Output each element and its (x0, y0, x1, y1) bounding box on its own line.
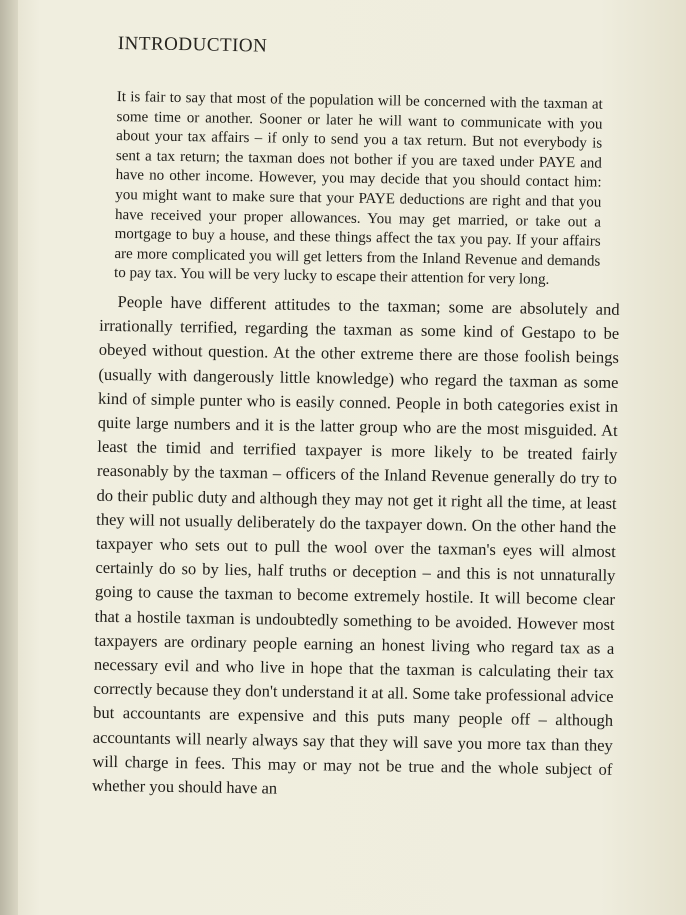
body-text (91, 88, 620, 806)
paragraph-2: People have different attitudes to the taxman; some are absolutely and irrationally terrified, regarding the taxman as some kind of Gestapo to be obeyed without question. At the other extreme there are those foolish beings (usually with dangerously little knowledge) who regard the taxman as some kind of simple punter who is easily conned. People in both categories exist in quite large numbers and it is the latter group who are the most misguided. At least the timid and terrified taxpayer is more likely to be treated fairly reasonably by the taxman – officers of the Inland Revenue generally do try to do their public duty and although they may not get it right all the time, at least they will not usually deliberately do the taxpayer down. On the other hand the taxpayer who sets out to pull the wool over the taxman's eyes will almost certainly do so by lies, half truths or deception – and this is not unnaturally going to cause the taxman to become extremely hostile. It will become clear that a hostile taxman is undoubtedly something to be avoided. However most taxpayers are ordinary people earning an honest living who regard tax as a necessary evil and who live in hope that the taxman is calculating their tax correctly because they don't understand it at all. Some take professional advice but accountants are expensive and this puts many people off – although accountants will nearly always say that they will save you more tax than they will charge in fees. This may or may not be true and the whole subject of whether you should have an (91, 291, 620, 798)
chapter-heading: INTRODUCTION (117, 33, 268, 57)
paragraph-1: It is fair to say that most of the population will be concerned with the taxman at some time or another. Sooner or later he will want to communicate with you about your tax affairs – if only to send you a tax return. But not everybody is sent a tax return; the taxman does not bother if you are taxed under PAYE and have no other income. However, you may decide that you should contact him: you might want to make sure that your PAYE deductions are right and that you have received your proper allowances. You may get married, or take out a mortgage to buy a house, and these things affect the tax you pay. If your affairs are more complicated you will get letters from the Inland Revenue and demands to pay tax. You will be very lucky to escape their attention for very long. (113, 88, 603, 289)
book-gutter (0, 0, 18, 915)
